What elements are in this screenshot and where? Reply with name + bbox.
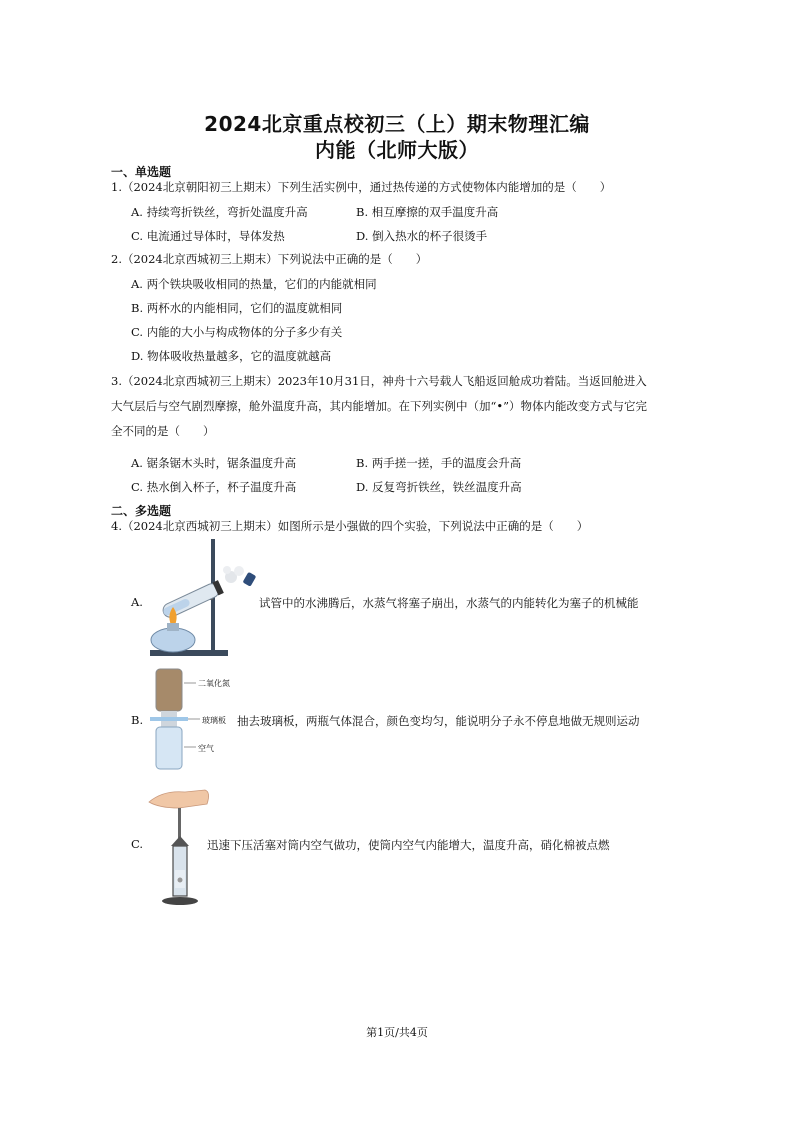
q3-option-b: B. 两手搓一搓，手的温度会升高 [356, 456, 522, 470]
q1-option-a: A. 持续弯折铁丝，弯折处温度升高 [131, 205, 308, 219]
q4-option-c-label: C. [131, 837, 144, 851]
q4-option-a-label: A. [131, 595, 143, 609]
q4-option-b-label: B. [131, 713, 144, 727]
q4-option-b-text: 抽去玻璃板，两瓶气体混合，颜色变均匀，能说明分子永不停息地做无规则运动 [237, 714, 640, 728]
page-title: 2024北京重点校初三（上）期末物理汇编 [204, 112, 590, 136]
q1-option-d: D. 倒入热水的杯子很烫手 [356, 229, 488, 243]
q3-option-d: D. 反复弯折铁丝，铁丝温度升高 [356, 480, 522, 494]
q4-option-a-text: 试管中的水沸腾后，水蒸气将塞子崩出，水蒸气的内能转化为塞子的机械能 [259, 596, 639, 610]
section-single-choice: 一、单选题 [111, 165, 172, 179]
page-subtitle: 内能（北师大版） [315, 138, 479, 162]
q2-option-c: C. 内能的大小与构成物体的分子多少有关 [131, 325, 343, 339]
q4-option-c-text: 迅速下压活塞对筒内空气做功，使筒内空气内能增大，温度升高，硝化棉被点燃 [207, 838, 610, 852]
q1-option-c: C. 电流通过导体时，导体发热 [131, 229, 285, 243]
q1-option-b: B. 相互摩擦的双手温度升高 [356, 205, 499, 219]
section-multi-choice: 二、多选题 [111, 504, 172, 518]
q4-stem: 4.（2024北京西城初三上期末）如图所示是小强做的四个实验，下列说法中正确的是（ ） [111, 519, 589, 533]
q1-stem: 1.（2024北京朝阳初三上期末）下列生活实例中，通过热传递的方式使物体内能增加的是（ ） [111, 180, 612, 194]
q3-stem-line3: 全不同的是（ ） [111, 424, 215, 438]
q3-stem-line2: 大气层后与空气剧烈摩擦，舱外温度升高，其内能增加。在下列实例中（加“•”）物体内能改变方式与它完 [111, 399, 648, 413]
q2-option-a: A. 两个铁块吸收相同的热量，它们的内能就相同 [131, 277, 377, 291]
q3-option-a: A. 锯条锯木头时，锯条温度升高 [131, 456, 297, 470]
q2-option-d: D. 物体吸收热量越多，它的温度就越高 [131, 349, 332, 363]
label-glass-plate: 玻璃板 [202, 716, 226, 725]
q2-option-b: B. 两杯水的内能相同，它们的温度就相同 [131, 301, 343, 315]
page-number-footer: 第1页/共4页 [366, 1026, 428, 1039]
q2-stem: 2.（2024北京西城初三上期末）下列说法中正确的是（ ） [111, 252, 428, 266]
test-tube-steam-figure [145, 537, 265, 662]
label-nitrogen-dioxide: 二氧化氮 [198, 679, 230, 688]
q3-option-c: C. 热水倒入杯子，杯子温度升高 [131, 480, 297, 494]
q3-stem-line1: 3.（2024北京西城初三上期末）2023年10月31日，神舟十六号载人飞船返回舱成功着陆。当返回舱进入 [111, 374, 647, 388]
label-air: 空气 [198, 744, 214, 753]
compression-cylinder-figure [145, 778, 215, 908]
